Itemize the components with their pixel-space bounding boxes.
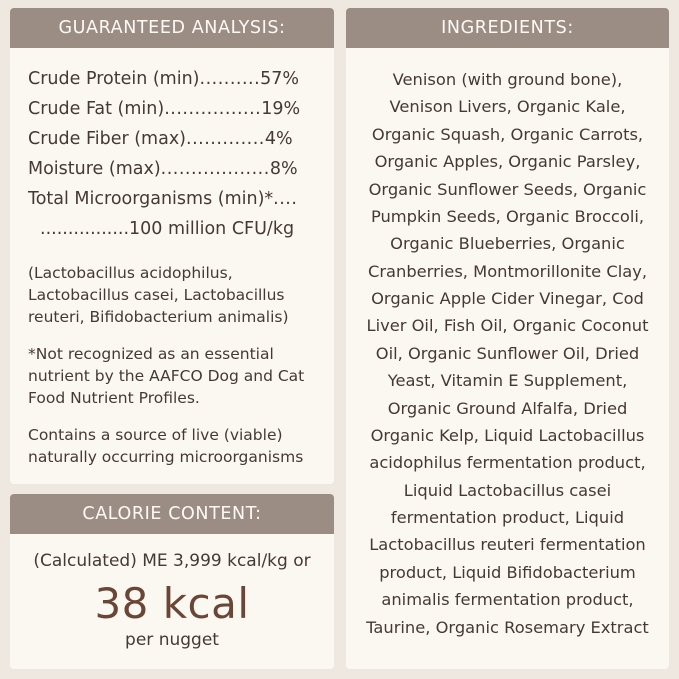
calorie-per-nugget-label: per nugget (125, 629, 219, 650)
calorie-content-header: CALORIE CONTENT: (10, 494, 334, 534)
analysis-dots: .................. (160, 159, 270, 180)
analysis-label: Total Microorganisms (min)* (28, 189, 274, 210)
analysis-row (28, 184, 316, 214)
calorie-calculated-me: (Calculated) ME 3,999 kcal/kg or (33, 550, 311, 571)
analysis-dots: ................ (164, 99, 262, 120)
left-column (10, 8, 334, 669)
analysis-label: Crude Protein (min) (28, 69, 200, 89)
analysis-note-live-cultures: Contains a source of live (viable) naturally occurring microorganisms (28, 425, 304, 466)
analysis-value: 4% (264, 129, 293, 150)
analysis-row (28, 154, 316, 184)
calorie-per-nugget-value: 38 kcal (94, 578, 250, 628)
ingredients-panel (346, 8, 669, 669)
analysis-note-aafco: *Not recognized as an essential nutrient by the AAFCO Dog and Cat Food Nutrient Profiles. (28, 344, 305, 407)
analysis-note-cultures: (Lactobacillus acidophilus, Lactobacillus casei, Lactobacillus reuteri, Bifidobacterium animalis) (28, 263, 289, 326)
analysis-value: 19% (261, 99, 301, 120)
analysis-row (28, 124, 316, 154)
analysis-value: 8% (269, 159, 298, 180)
calorie-content-body (10, 534, 334, 668)
guaranteed-analysis-body (10, 48, 334, 484)
analysis-label: Moisture (max) (28, 159, 161, 180)
guaranteed-analysis-panel (10, 8, 334, 484)
analysis-label: Crude Fat (min) (28, 99, 165, 120)
calorie-content-panel (10, 494, 334, 669)
analysis-value: 57% (260, 69, 300, 89)
analysis-dots: .... (273, 189, 298, 210)
ingredients-list: Venison (with ground bone), Venison Livers, Organic Kale, Organic Squash, Organic Carrots, Organic Apples, Organic Parsley, Organic Sunflower Seeds, Organic Pumpkin Seeds, Organic Broccoli, Organic Blueberries, Organic Cranberries, Montmorillonite Clay, Organic Apple Cider Vinegar, Cod Liver Oil, Fish Oil, Organic Coconut Oil, Organic Sunflower Oil, Dried Yeast, Vitamin E Supplement, Organic Ground Alfalfa, Dried Organic Kelp, Liquid Lactobacillus acidophilus fermentation product, Liquid Lactobacillus casei fermentation product, Liquid Lactobacillus reuteri fermentation product, Liquid Bifidobacterium animalis fermentation product, Taurine, Organic Rosemary Extract (366, 70, 649, 637)
analysis-label: Crude Fiber (max) (28, 129, 187, 150)
ingredients-header: INGREDIENTS: (346, 8, 669, 48)
right-column (346, 8, 669, 669)
guaranteed-analysis-header: GUARANTEED ANALYSIS: (10, 8, 334, 48)
analysis-continuation: ................100 million CFU/kg (40, 219, 295, 240)
analysis-row (28, 64, 316, 94)
analysis-row (28, 94, 316, 124)
analysis-dots: .......... (199, 69, 261, 89)
analysis-dots: ............. (186, 129, 265, 150)
ingredients-body (346, 48, 669, 659)
